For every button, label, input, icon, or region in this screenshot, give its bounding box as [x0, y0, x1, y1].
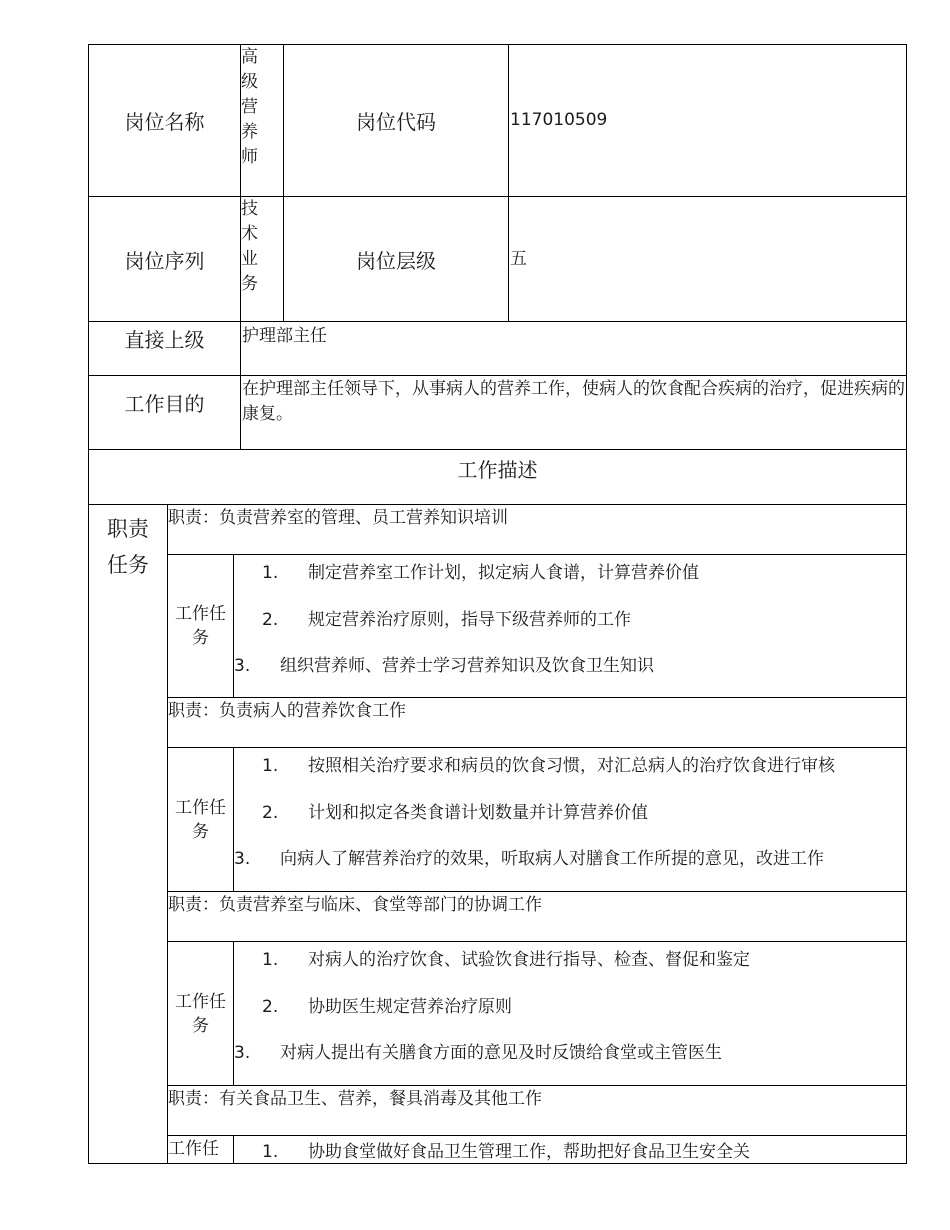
- duty-1-title: 职责：负责营养室的管理、员工营养知识培训: [168, 508, 508, 528]
- duty-2-task-2: 2. 计划和拟定各类食谱计划数量并计算营养价值: [262, 803, 648, 823]
- duty-4-task-label-text: 工作任: [168, 1139, 219, 1159]
- superior-label: 直接上级: [88, 321, 241, 376]
- position-name-value: [240, 44, 284, 197]
- duty-3-task-1: 1. 对病人的治疗饮食、试验饮食进行指导、检查、督促和鉴定: [262, 950, 750, 970]
- description-title: 工作描述: [457, 458, 538, 482]
- duty-2-title-cell: [167, 697, 907, 748]
- duty-1-tasks: [233, 554, 907, 698]
- duty-3-task-3: 3. 对病人提出有关膳食方面的意见及时反馈给食堂或主管医生: [234, 1043, 722, 1063]
- duty-2-task-label-text: 工作任务: [175, 797, 226, 842]
- position-level-value: [508, 196, 907, 322]
- duty-2-task-1: 1. 按照相关治疗要求和病员的饮食习惯，对汇总病人的治疗饮食进行审核: [262, 756, 835, 776]
- position-name-label: 岗位名称: [88, 44, 241, 197]
- position-code-text: 117010509: [510, 110, 608, 130]
- duty-2-tasks: [233, 747, 907, 892]
- duty-3-title-cell: [167, 891, 907, 942]
- duty-4-task-1: 1. 协助食堂做好食品卫生管理工作，帮助把好食品卫生安全关: [262, 1142, 750, 1162]
- duty-1-task-label-text: 工作任务: [175, 604, 226, 648]
- superior-value: [240, 321, 907, 376]
- purpose-value: [240, 375, 907, 450]
- duty-3-task-label-text: 工作任务: [175, 991, 226, 1036]
- duty-2-task-3: 3. 向病人了解营养治疗的效果，听取病人对膳食工作所提的意见，改进工作: [234, 849, 824, 869]
- position-series-value: [240, 196, 284, 322]
- duty-3-task-2: 2. 协助医生规定营养治疗原则: [262, 997, 512, 1017]
- duty-1-task-2: 2. 规定营养治疗原则，指导下级营养师的工作: [262, 610, 631, 630]
- description-section: [88, 449, 907, 505]
- duty-1-title-cell: [167, 504, 907, 555]
- duty-2-task-label: [167, 747, 234, 892]
- duty-3-title: 职责：负责营养室与临床、食堂等部门的协调工作: [168, 895, 542, 915]
- position-name-text: 高级营养师: [241, 47, 258, 167]
- purpose-text: 在护理部主任领导下，从事病人的营养工作，使病人的饮食配合疾病的治疗，促进疾病的康复。: [242, 379, 905, 424]
- position-code-label: 岗位代码: [283, 44, 509, 197]
- duty-4-title: 职责：有关食品卫生、营养，餐具消毒及其他工作: [168, 1089, 542, 1109]
- duties-label-cell: [88, 504, 168, 1164]
- duty-4-tasks: [233, 1135, 907, 1164]
- position-series-label: 岗位序列: [88, 196, 241, 322]
- position-series-text: 技术业务: [241, 199, 258, 294]
- superior-text: 护理部主任: [242, 326, 327, 346]
- duty-1-task-label: [167, 554, 234, 698]
- duty-3-task-label: [167, 941, 234, 1086]
- duty-3-tasks: [233, 941, 907, 1086]
- purpose-label: 工作目的: [88, 375, 241, 450]
- duty-2-title: 职责：负责病人的营养饮食工作: [168, 701, 406, 721]
- duties-label: 职责任务: [107, 517, 149, 577]
- duty-1-task-1: 1. 制定营养室工作计划，拟定病人食谱，计算营养价值: [262, 563, 699, 583]
- duty-4-title-cell: [167, 1085, 907, 1136]
- duty-4-task-label: [167, 1135, 234, 1164]
- position-level-label: 岗位层级: [283, 196, 509, 322]
- position-code-value: [508, 44, 907, 197]
- duty-1-task-3: 3. 组织营养师、营养士学习营养知识及饮食卫生知识: [234, 656, 654, 676]
- position-level-text: 五: [510, 248, 527, 269]
